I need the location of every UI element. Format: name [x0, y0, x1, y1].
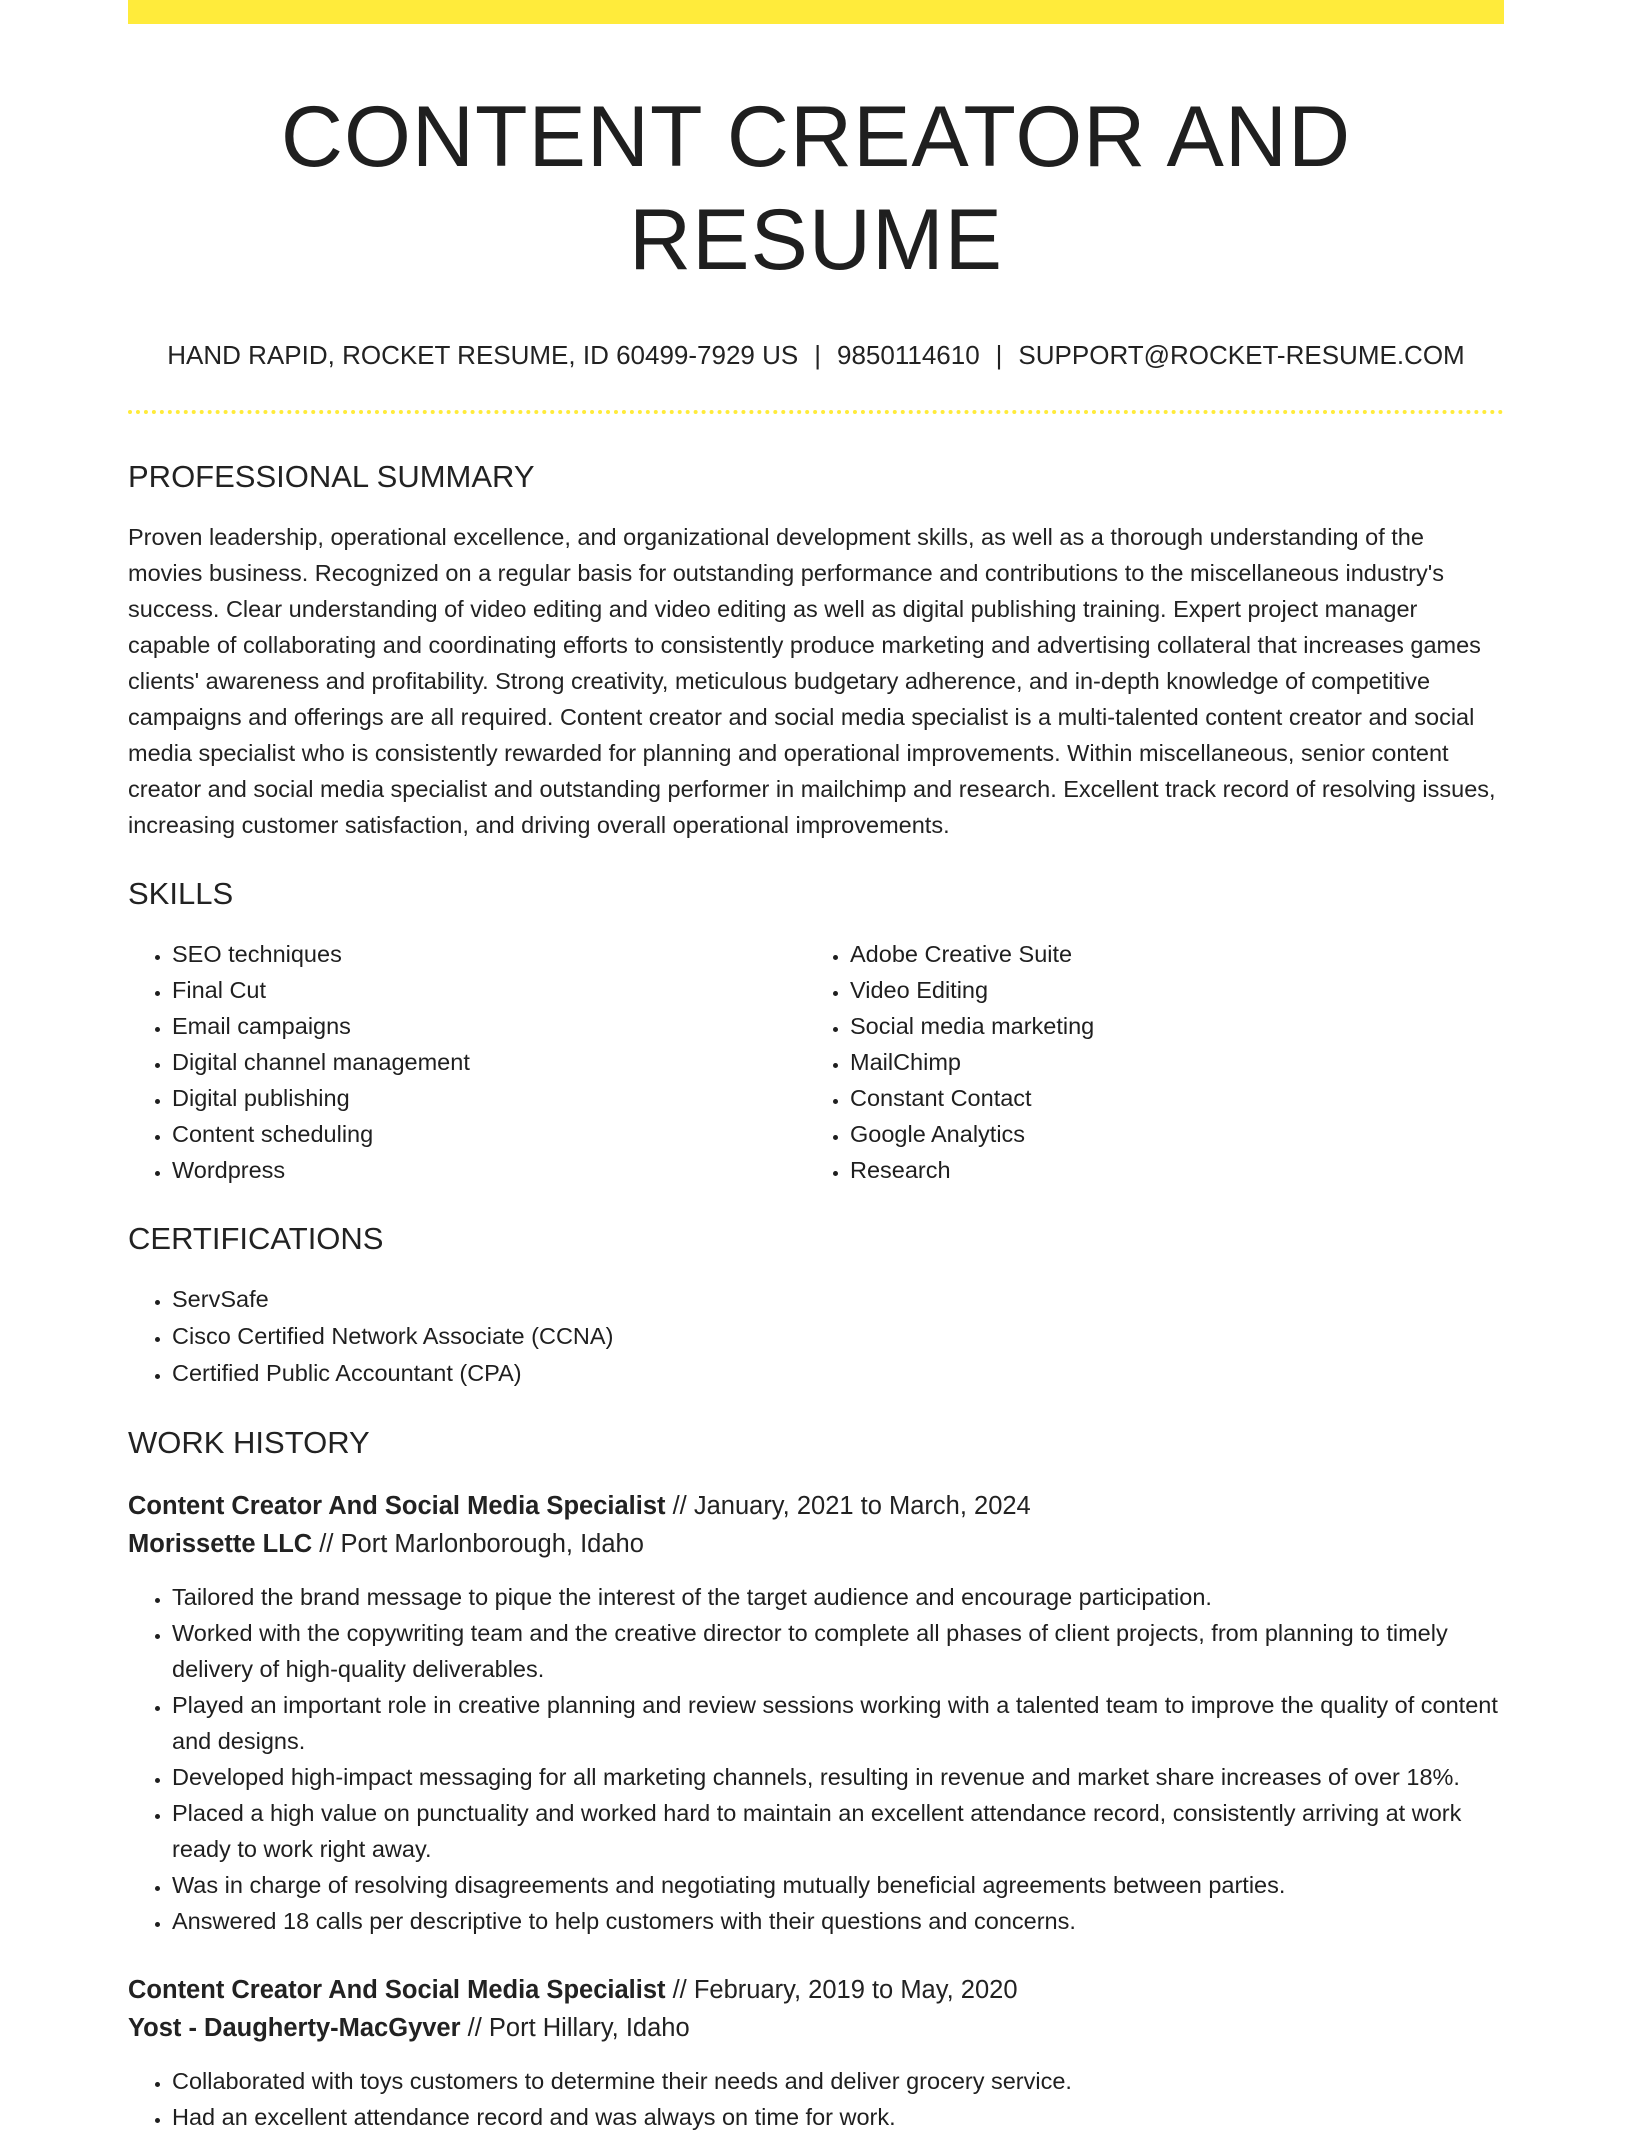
resume-page: [128, 0, 1504, 2135]
work-history-heading: WORK HISTORY: [128, 1425, 370, 1461]
job-company: Morissette LLC: [128, 1530, 313, 1559]
job-location: // Port Hillary, Idaho: [460, 2014, 690, 2043]
resume-name: CONTENT CREATOR AND RESUME: [280, 89, 1352, 289]
certification-item: • Certified Public Accountant (CPA): [172, 1355, 1504, 1392]
skill-item: • MailChimp: [850, 1044, 1484, 1080]
skill-item: • Digital publishing: [172, 1080, 806, 1116]
contact-address: HAND RAPID, ROCKET RESUME, ID 60499-7929 US: [167, 340, 799, 371]
summary-heading: PROFESSIONAL SUMMARY: [128, 458, 535, 494]
dotted-divider: [128, 410, 1504, 414]
job-role: Content Creator And Social Media Specialist: [128, 1976, 666, 2005]
job-bullet: • Answered 18 calls per descriptive to help customers with their questions and concerns.: [172, 1903, 1504, 1939]
contact-separator: |: [995, 340, 1003, 371]
job-title-line: [128, 1971, 1504, 2009]
certification-item: • ServSafe: [172, 1281, 1504, 1318]
job-dates: // February, 2019 to May, 2020: [665, 1976, 1018, 2005]
skill-item: • Wordpress: [172, 1152, 806, 1188]
certifications-heading: CERTIFICATIONS: [128, 1220, 384, 1256]
contact-separator: |: [814, 340, 821, 371]
contact-email: SUPPORT@ROCKET-RESUME.COM: [1018, 340, 1465, 371]
skill-item: • Social media marketing: [850, 1008, 1484, 1044]
job-location: // Port Marlonborough, Idaho: [312, 1530, 644, 1559]
job-bullet-list: [128, 1579, 1504, 1939]
skill-item: • Email campaigns: [172, 1008, 806, 1044]
contact-line: [128, 340, 1504, 371]
job-bullet: • Developed high-impact messaging for all marketing channels, resulting in revenue and market share increases of over 18%.: [172, 1759, 1504, 1795]
skill-item: • Digital channel management: [172, 1044, 806, 1080]
job-company: Yost - Daugherty-MacGyver: [128, 2014, 461, 2043]
job-bullet-list: [128, 2063, 1504, 2135]
skill-item: • SEO techniques: [172, 936, 806, 972]
skills-columns: [128, 936, 1504, 1188]
job-bullet: • Was in charge of resolving disagreements and negotiating mutually beneficial agreements between parties.: [172, 1867, 1504, 1903]
job-company-line: [128, 1525, 1504, 1563]
job-bullet: • Worked with the copywriting team and the creative director to complete all phases of client projects, from planning to timely delivery of high-quality deliverables.: [172, 1615, 1504, 1687]
job-bullet: • Tailored the brand message to pique the interest of the target audience and encourage participation.: [172, 1579, 1504, 1615]
job-dates: // January, 2021 to March, 2024: [665, 1492, 1031, 1521]
certification-item: • Cisco Certified Network Associate (CCNA): [172, 1318, 1504, 1355]
skill-item: • Constant Contact: [850, 1080, 1484, 1116]
skill-item: • Content scheduling: [172, 1116, 806, 1152]
skills-list-left: [128, 936, 806, 1188]
job-bullet: • Had an excellent attendance record and was always on time for work.: [172, 2099, 1504, 2135]
skills-list-right: [806, 936, 1484, 1188]
skill-item: • Final Cut: [172, 972, 806, 1008]
job-bullet: • Placed a high value on punctuality and worked hard to maintain an excellent attendance record, consistently arriving at work ready to work right away.: [172, 1795, 1504, 1867]
certifications-list: [128, 1281, 1504, 1392]
skill-item: • Video Editing: [850, 972, 1484, 1008]
summary-text: Proven leadership, operational excellence, and organizational development skills, as well as a thorough understanding of the movies business. Recognized on a regular basis for outstanding performance and contributions to the miscellaneous industry's success. Clear understanding of video editing and video editing as well as digital publishing training. Expert project manager capable of collaborating and coordinating efforts to consistently produce marketing and advertising collateral that increases games clients' awareness and profitability. Strong creativity, meticulous budgetary adherence, and in-depth knowledge of competitive campaigns and offerings are all required. Content creator and social media specialist is a multi-talented content creator and social media specialist who is consistently rewarded for planning and operational improvements. Within miscellaneous, senior content creator and social media specialist and outstanding performer in mailchimp and research. Excellent track record of resolving issues, increasing customer satisfaction, and driving overall operational improvements.: [128, 523, 1496, 838]
job-bullet: • Collaborated with toys customers to determine their needs and deliver grocery service.: [172, 2063, 1504, 2099]
job-company-line: [128, 2009, 1504, 2047]
job-entry: [128, 1971, 1504, 2135]
skills-heading: SKILLS: [128, 875, 234, 911]
job-title-line: [128, 1487, 1504, 1525]
top-accent-bar: [128, 0, 1504, 24]
job-bullet: • Played an important role in creative planning and review sessions working with a talented team to improve the quality of content and designs.: [172, 1687, 1504, 1759]
skill-item: • Research: [850, 1152, 1484, 1188]
job-entry: [128, 1487, 1504, 1939]
skill-item: • Adobe Creative Suite: [850, 936, 1484, 972]
job-role: Content Creator And Social Media Specialist: [128, 1492, 666, 1521]
contact-phone: 9850114610: [836, 340, 980, 371]
skill-item: • Google Analytics: [850, 1116, 1484, 1152]
